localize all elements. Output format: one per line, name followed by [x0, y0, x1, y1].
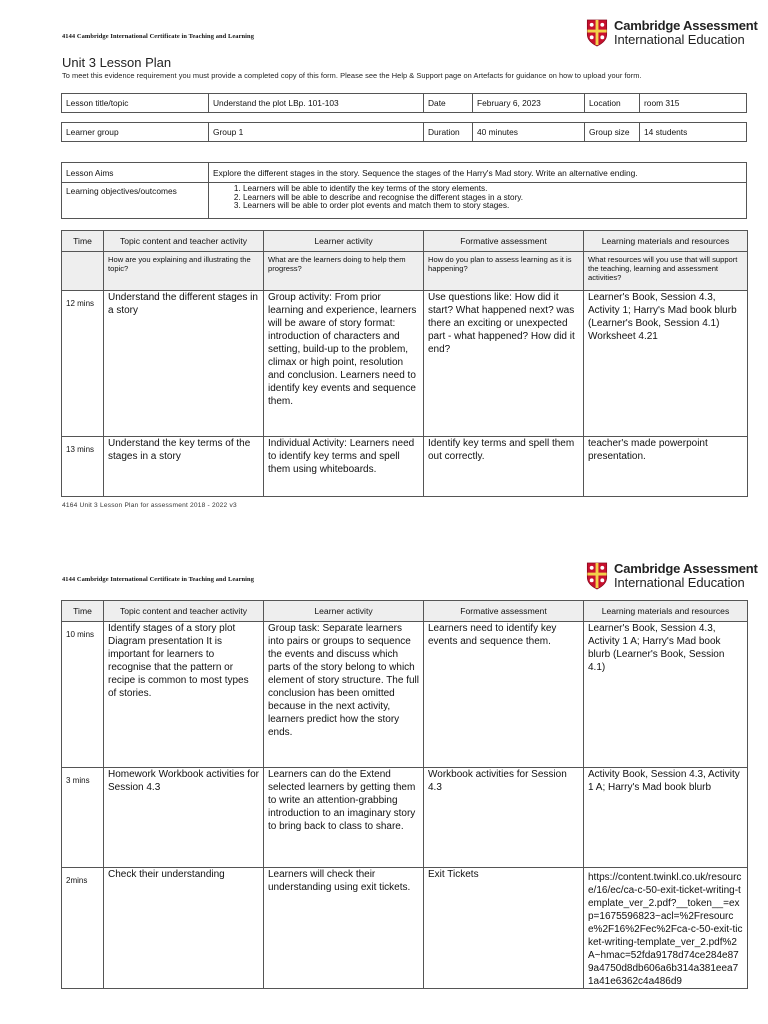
row-learner: Group activity: From prior learning and experience, learners will be aware of story format: introduction of characters and setting, build-up to the problem, climax or high point, resolution and conclusion. Learners need to identify key events and sequence them. — [264, 291, 424, 437]
cambridge-logo — [586, 19, 758, 47]
lesson-title-label: Lesson title/topic — [62, 94, 209, 113]
row-time: 12 mins — [62, 291, 104, 437]
table-row — [62, 291, 748, 437]
group-size-label: Group size — [585, 123, 640, 142]
row-learner: Individual Activity: Learners need to identify key terms and spell them using whiteboards. — [264, 437, 424, 497]
row-formative: Exit Tickets — [424, 868, 584, 989]
objectives-cell — [209, 183, 747, 219]
objective-item: 2. Learners will be able to describe and recognise the different stages in a story. — [243, 194, 742, 203]
col-time: Time — [62, 231, 104, 252]
duration-label: Duration — [424, 123, 473, 142]
location-value: room 315 — [640, 94, 747, 113]
logo-line-1: Cambridge Assessment — [614, 561, 758, 576]
page-footer: 4164 Unit 3 Lesson Plan for assessment 2018 - 2022 v3 — [62, 502, 237, 509]
question-materials: What resources will you use that will support the teaching, learning and assessment activities? — [584, 252, 748, 291]
col-learner: Learner activity — [264, 231, 424, 252]
row-formative: Use questions like: How did it start? What happened next? was there an exciting or unexpected part - what happened? How did it end? — [424, 291, 584, 437]
col-learner: Learner activity — [264, 601, 424, 622]
row-learner: Group task: Separate learners into pairs or groups to sequence the events and discuss which parts of the story belong to which element of story structure. The full conclusion has been omitted because in the next activity, learners predict how the story ends. — [264, 622, 424, 768]
col-materials: Learning materials and resources — [584, 231, 748, 252]
logo-line-2: International Education — [614, 32, 745, 47]
learner-group-label: Learner group — [62, 123, 209, 142]
row-topic: Understand the key terms of the stages in a story — [104, 437, 264, 497]
row-topic: Understand the different stages in a story — [104, 291, 264, 437]
resource-link[interactable]: https://content.twinkl.co.uk/resource/16/ec/ca-c-50-exit-ticket-writing-template_ver_2.pdf?__token__=exp=1675596823~acl=%2Fresource%2F16%2Fec%2Fca-c-50-exit-ticket-writing-template_ver_2.pdf%2A~hmac=52fda9178d74ce284e879a4750d8db606a6b314a381eea71a41e6362c4a486d9 — [584, 868, 748, 989]
cambridge-shield-icon — [586, 562, 608, 590]
lesson-info-table — [61, 93, 747, 113]
objectives-list — [243, 185, 742, 211]
row-topic: Homework Workbook activities for Session 4.3 — [104, 768, 264, 868]
learner-group-value: Group 1 — [209, 123, 424, 142]
col-materials: Learning materials and resources — [584, 601, 748, 622]
row-materials: Activity Book, Session 4.3, Activity 1 A; Harry's Mad book blurb — [584, 768, 748, 868]
page-title: Unit 3 Lesson Plan — [62, 55, 172, 70]
lesson-aims-table — [61, 162, 747, 219]
objectives-label: Learning objectives/outcomes — [62, 183, 209, 219]
row-materials: teacher's made powerpoint presentation. — [584, 437, 748, 497]
question-topic: How are you explaining and illustrating the topic? — [104, 252, 264, 291]
row-formative: Workbook activities for Session 4.3 — [424, 768, 584, 868]
col-formative: Formative assessment — [424, 231, 584, 252]
location-label: Location — [585, 94, 640, 113]
lesson-aims-label: Lesson Aims — [62, 163, 209, 183]
row-time: 10 mins — [62, 622, 104, 768]
col-topic: Topic content and teacher activity — [104, 231, 264, 252]
lesson-plan-table-2 — [61, 600, 748, 989]
logo-line-1: Cambridge Assessment — [614, 18, 758, 33]
row-time: 13 mins — [62, 437, 104, 497]
row-learner: Learners will check their understanding using exit tickets. — [264, 868, 424, 989]
col-formative: Formative assessment — [424, 601, 584, 622]
group-size-value: 14 students — [640, 123, 747, 142]
lesson-aims-value: Explore the different stages in the story. Sequence the stages of the Harry's Mad story. Write an alternative ending. — [209, 163, 747, 183]
date-label: Date — [424, 94, 473, 113]
row-topic: Identify stages of a story plot Diagram presentation It is important for learners to recognise that the pattern or recipe is common to most types of stories. — [104, 622, 264, 768]
table-row — [62, 868, 748, 989]
certificate-header: 4144 Cambridge International Certificate in Teaching and Learning — [62, 33, 255, 40]
row-learner: Learners can do the Extend selected learners by getting them to write an attention-grabbing introduction to an imaginary story to bring back to class to share. — [264, 768, 424, 868]
cambridge-shield-icon — [586, 19, 608, 47]
row-formative: Learners need to identify key events and sequence them. — [424, 622, 584, 768]
col-topic: Topic content and teacher activity — [104, 601, 264, 622]
row-formative: Identify key terms and spell them out correctly. — [424, 437, 584, 497]
col-time: Time — [62, 601, 104, 622]
lesson-title-value: Understand the plot LBp. 101-103 — [209, 94, 424, 113]
instruction-note: To meet this evidence requirement you must provide a completed copy of this form. Please see the Help & Support page on Artefacts for guidance on how to upload your form. — [62, 71, 642, 80]
question-formative: How do you plan to assess learning as it is happening? — [424, 252, 584, 291]
duration-value: 40 minutes — [473, 123, 585, 142]
lesson-plan-table-1 — [61, 230, 748, 497]
row-materials: Learner's Book, Session 4.3, Activity 1; Harry's Mad book blurb (Learner's Book, Session 4.1) Worksheet 4.21 — [584, 291, 748, 437]
objective-item: 3. Learners will be able to order plot events and match them to story stages. — [243, 202, 742, 211]
certificate-header: 4144 Cambridge International Certificate in Teaching and Learning — [62, 576, 255, 583]
learner-group-table — [61, 122, 747, 142]
table-row — [62, 622, 748, 768]
row-time: 3 mins — [62, 768, 104, 868]
row-materials: Learner's Book, Session 4.3, Activity 1 A; Harry's Mad book blurb (Learner's Book, Session 4.1) — [584, 622, 748, 768]
row-topic: Check their understanding — [104, 868, 264, 989]
objective-item: 1. Learners will be able to identify the key terms of the story elements. — [243, 185, 742, 194]
logo-line-2: International Education — [614, 575, 745, 590]
row-time: 2mins — [62, 868, 104, 989]
guiding-questions-row — [62, 252, 748, 291]
cambridge-logo — [586, 562, 758, 590]
date-value: February 6, 2023 — [473, 94, 585, 113]
table-row — [62, 768, 748, 868]
question-learner: What are the learners doing to help them progress? — [264, 252, 424, 291]
table-row — [62, 437, 748, 497]
